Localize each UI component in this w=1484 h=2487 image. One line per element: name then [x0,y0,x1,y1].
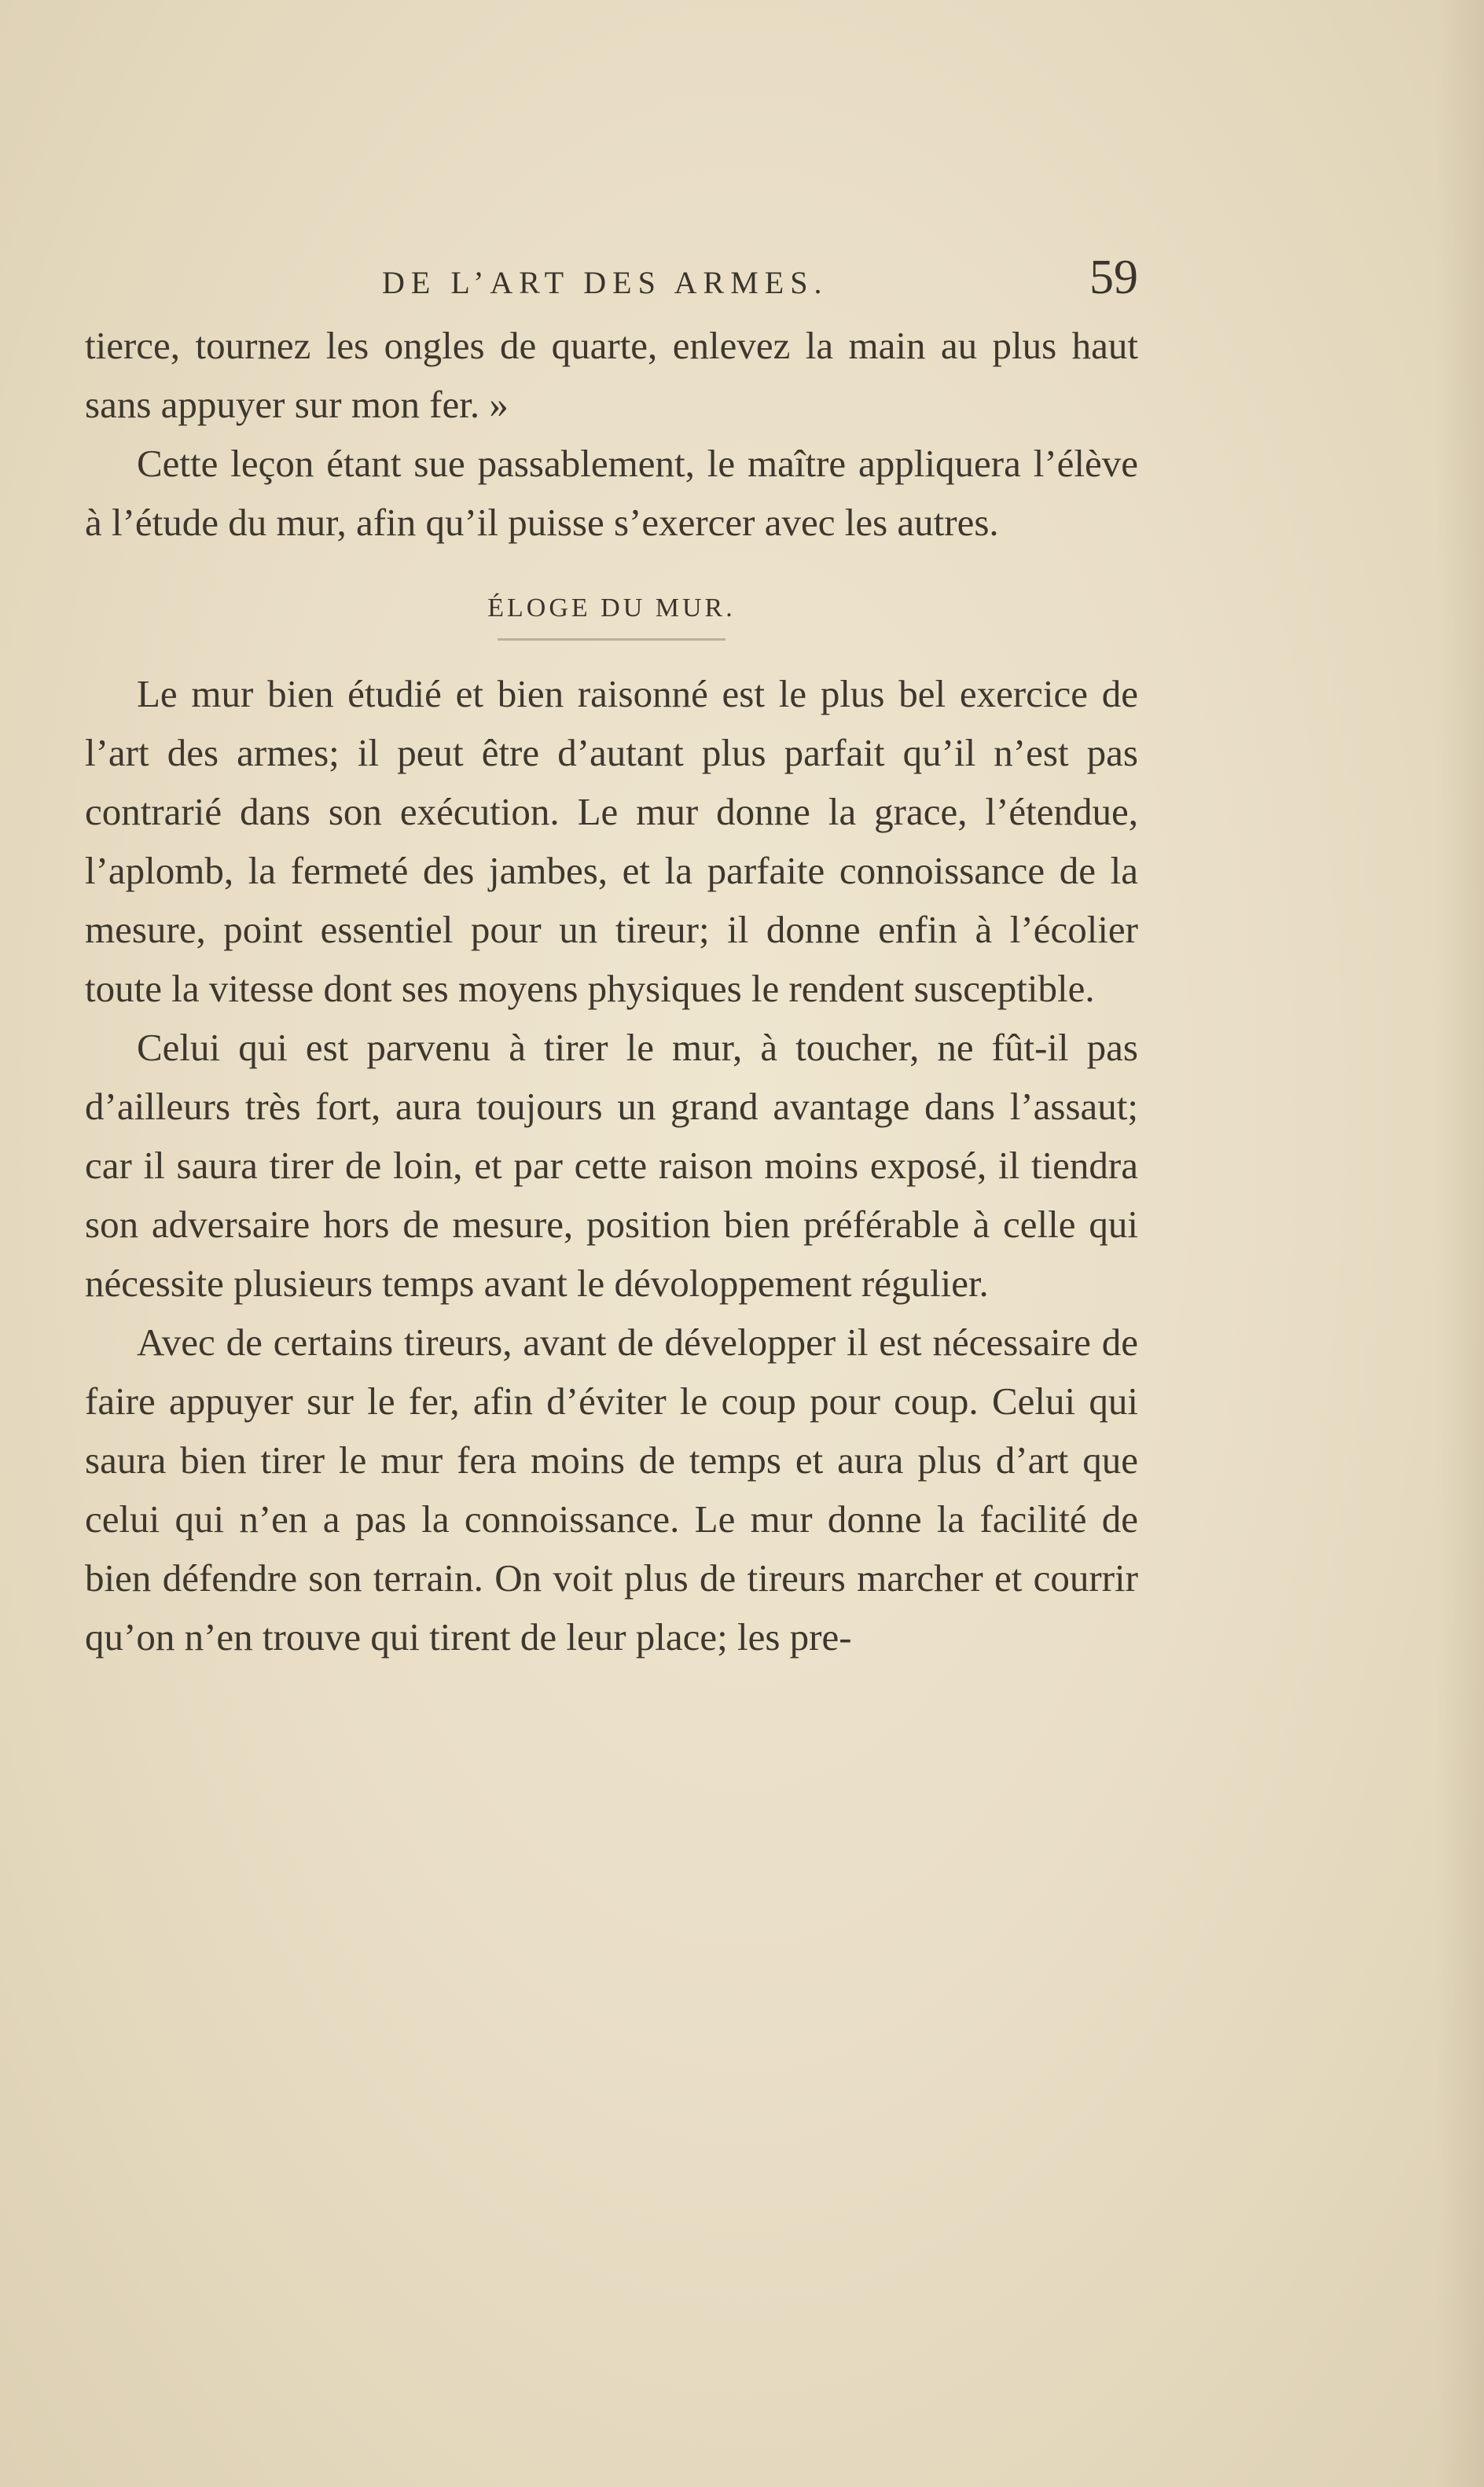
main-text [85,316,1138,1666]
paragraph-praise: Le mur bien étudié et bien raisonné est le plus bel exercice de l’art des armes; il peut être d’autant plus parfait qu’il n’est pas contrarié dans son exécution. Le mur donne la grace, l’étendue, l’aplomb, la fermeté des jambes, et la parfaite connoissance de la mesure, point essentiel pour un tireur; il donne enfin à l’écolier toute la vitesse dont ses moyens physiques le rendent susceptible. [85,672,1138,1010]
heading-rule [498,638,725,641]
running-head [85,250,1138,313]
section-heading: ÉLOGE DU MUR. [487,593,736,623]
page-number: 59 [1089,251,1138,304]
paragraph-certain-fencers: Avec de certains tireurs, avant de développer il est nécessaire de faire appuyer sur le fer, afin d’éviter le coup pour coup. Celui qui saura bien tirer le mur fera moins de temps et aura plus d’art que celui qui n’en a pas la connoissance. Le mur donne la facilité de bien défendre son terrain. On voit plus de tireurs marcher et courrir qu’on n’en trouve qui tirent de leur place; les pre- [85,1321,1138,1659]
paragraph-continued: tierce, tournez les ongles de quarte, enlevez la main au plus haut sans appuyer sur mon fer. » [85,324,1138,426]
running-title: DE L’ART DES ARMES. [382,265,828,300]
page-edge-shadow [1437,0,1484,2487]
paragraph-lesson: Cette leçon étant sue passablement, le maître appliquera l’élève à l’étude du mur, afin qu’il puisse s’exercer avec les autres. [85,442,1138,544]
paragraph-advantage: Celui qui est parvenu à tirer le mur, à toucher, ne fût-il pas d’ailleurs très fort, aura toujours un grand avantage dans l’assaut; car il saura tirer de loin, et par cette raison moins exposé, il tiendra son adversaire hors de mesure, position bien préférable à celle qui nécessite plusieurs temps avant le dévoloppement régulier. [85,1026,1138,1305]
